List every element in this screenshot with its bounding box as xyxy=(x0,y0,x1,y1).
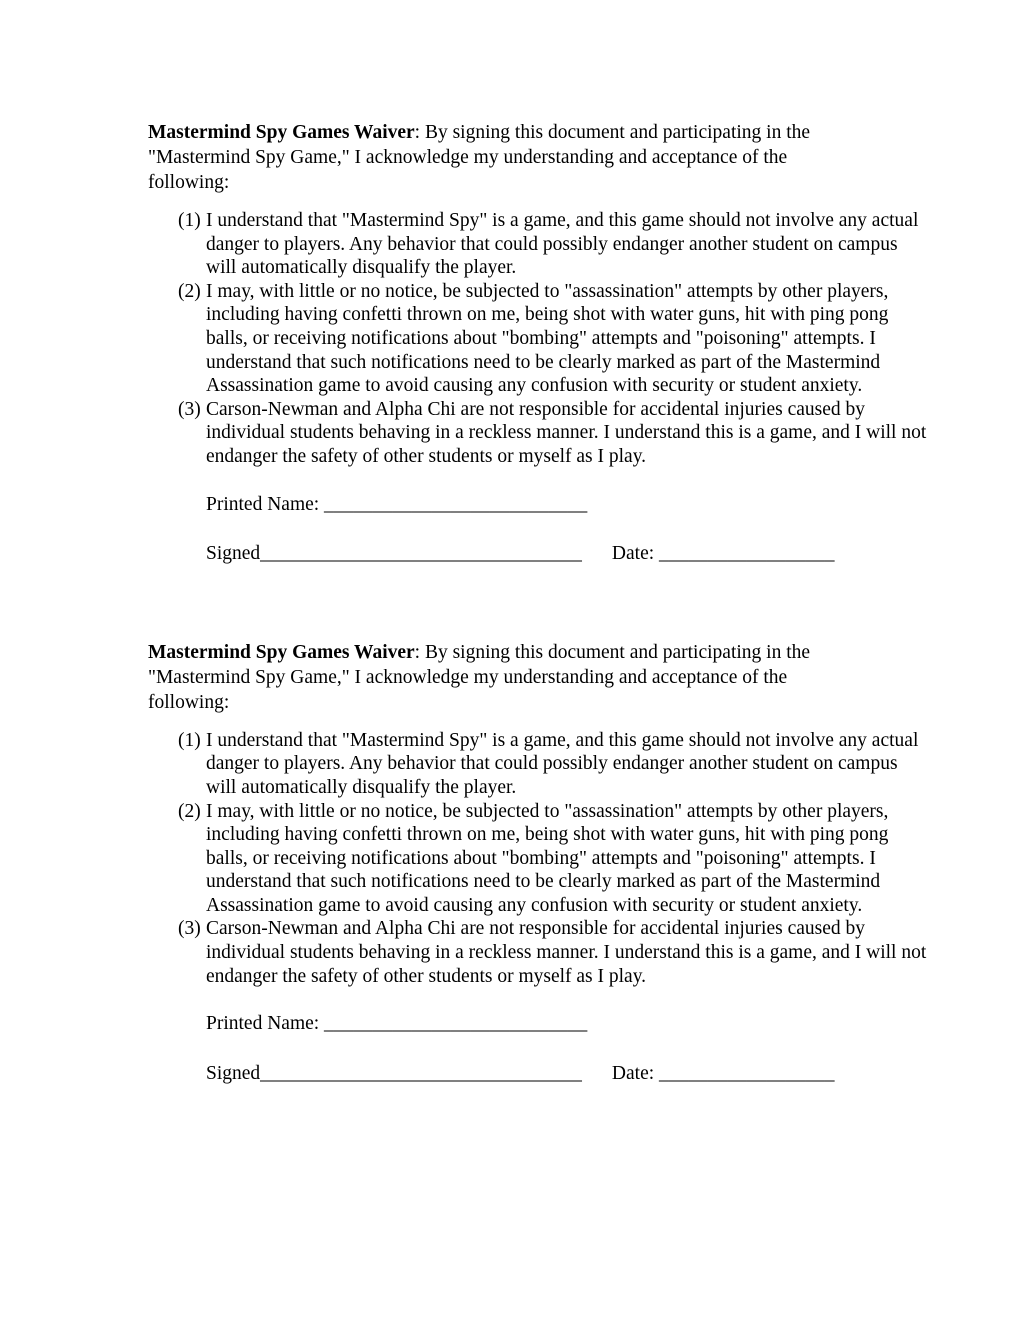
signature-area xyxy=(148,493,880,566)
waiver-intro-text: : By signing this document and participating in the "Mastermind Spy Game," I acknowledge my understanding and acceptance of the following: xyxy=(148,122,811,193)
clause-item xyxy=(148,209,931,280)
clause-list xyxy=(148,209,927,469)
waiver-intro-paragraph xyxy=(148,120,873,195)
clause-item xyxy=(148,398,931,469)
printed-name-line[interactable]: Printed Name: ___________________________ xyxy=(206,1013,588,1035)
signed-and-date-line xyxy=(206,1062,880,1086)
clause-marker: (1) xyxy=(178,729,201,751)
date-line[interactable]: Date: __________________ xyxy=(611,1062,835,1084)
clause-text: I understand that "Mastermind Spy" is a game, and this game should not involve any actual danger to players. Any behavior that could possibly endanger another student on campus will automatically disqualify the player. xyxy=(206,729,919,798)
waiver-title: Mastermind Spy Games Waiver xyxy=(148,641,415,663)
clause-list xyxy=(148,729,927,989)
clause-text: I may, with little or no notice, be subjected to "assassination" attempts by other players, including having confetti thrown on me, being shot with water guns, hit with ping pong balls, or receiving notifications about "bombing" attempts and "poisoning" attempts. I understand that such notifications need to be clearly marked as part of the Mastermind Assassination game to avoid causing any confusion with security or student anxiety. xyxy=(206,800,889,916)
clause-item xyxy=(148,280,931,398)
signature-spacer xyxy=(206,516,880,542)
clause-text: I understand that "Mastermind Spy" is a game, and this game should not involve any actual danger to players. Any behavior that could possibly endanger another student on campus will automatically disqualify the player. xyxy=(206,210,919,279)
waiver-intro-paragraph xyxy=(148,640,873,715)
clause-marker: (1) xyxy=(178,210,201,231)
waiver-copy-1 xyxy=(148,120,927,566)
clause-text: I may, with little or no notice, be subjected to "assassination" attempts by other players, including having confetti thrown on me, being shot with water guns, hit with ping pong balls, or receiving notifications about "bombing" attempts and "poisoning" attempts. I understand that such notifications need to be clearly marked as part of the Mastermind Assassination game to avoid causing any confusion with security or student anxiety. xyxy=(206,280,889,397)
signed-line[interactable]: Signed_________________________________ xyxy=(206,1062,582,1084)
waiver-title: Mastermind Spy Games Waiver xyxy=(148,122,415,143)
clause-item xyxy=(148,917,931,988)
waiver-intro-text: : By signing this document and participating in the "Mastermind Spy Game," I acknowledge my understanding and acceptance of the following: xyxy=(148,641,811,713)
clause-marker: (2) xyxy=(178,280,201,302)
clause-item xyxy=(148,800,931,918)
clause-marker: (3) xyxy=(178,918,201,940)
signature-spacer xyxy=(206,1036,880,1062)
waiver-copy-2 xyxy=(148,640,927,1086)
signed-and-date-line xyxy=(206,542,880,566)
printed-name-line[interactable]: Printed Name: ___________________________ xyxy=(206,493,588,515)
clause-text: Carson-Newman and Alpha Chi are not responsible for accidental injuries caused by individual students behaving in a reckless manner. I understand this is a game, and I will not endanger the safety of other students or myself as I play. xyxy=(206,918,927,987)
clause-item xyxy=(148,729,931,800)
clause-marker: (3) xyxy=(178,398,201,420)
date-line[interactable]: Date: __________________ xyxy=(611,543,835,565)
clause-marker: (2) xyxy=(178,800,201,822)
copy-separator xyxy=(148,592,880,640)
clause-text: Carson-Newman and Alpha Chi are not responsible for accidental injuries caused by individual students behaving in a reckless manner. I understand this is a game, and I will not endanger the safety of other students or myself as I play. xyxy=(206,398,927,467)
signed-line[interactable]: Signed_________________________________ xyxy=(206,543,582,565)
signature-area xyxy=(148,1012,880,1085)
